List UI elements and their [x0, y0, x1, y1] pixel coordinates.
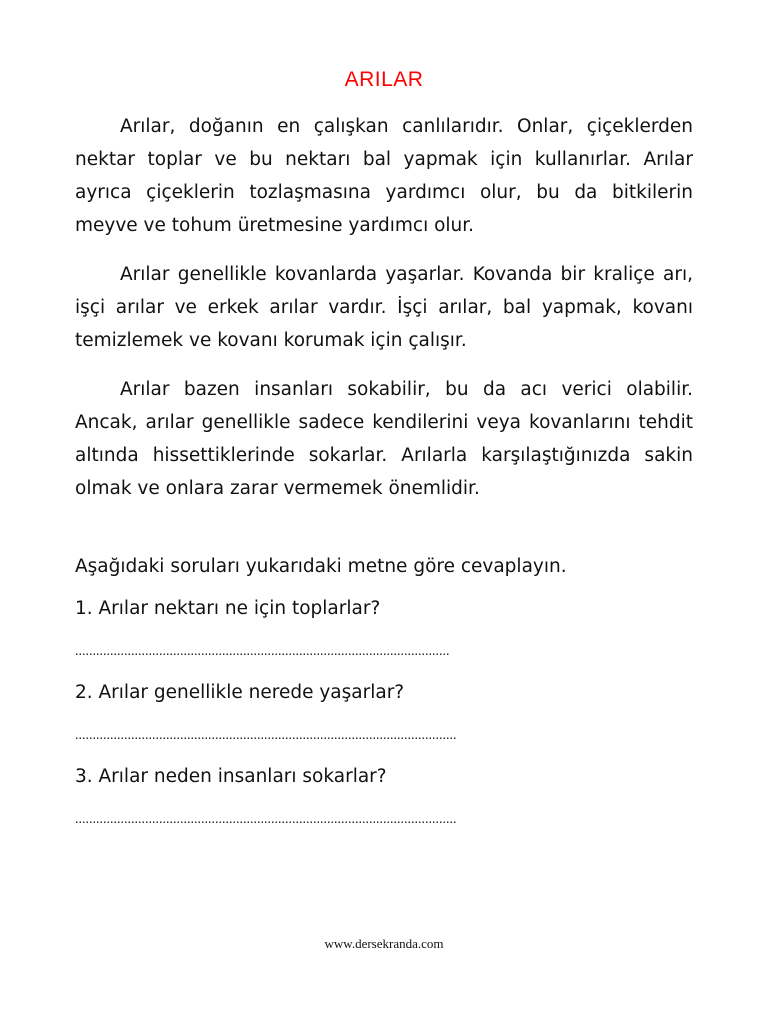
question-2: 2. Arılar genellikle nerede yaşarlar? [75, 682, 405, 703]
reading-paragraph-3: Arılar bazen insanları sokabilir, bu da acı verici olabilir. Ancak, arılar genellikle sadece kendilerini veya kovanlarını tehdit altında hissettiklerinde sokarlar. Arılarla karşılaştığınızda sakin olmak ve onlara zarar vermemek önemlidir. [75, 379, 693, 499]
question-3: 3. Arılar neden insanları sokarlar? [75, 766, 387, 787]
answer-line-2[interactable]: ............................................................................................................. [75, 728, 457, 743]
footer-website: www.dersekranda.com [324, 936, 444, 951]
reading-paragraph-1: Arılar, doğanın en çalışkan canlılarıdır. Onlar, çiçeklerden nektar toplar ve bu nektarı bal yapmak için kullanırlar. Arılar ayrıca çiçeklerin tozlaşmasına yardımcı olur, bu da bitkilerin meyve ve tohum üretmesine yardımcı olur. [75, 116, 693, 236]
answer-line-1[interactable]: ........................................................................................................... [75, 644, 450, 659]
worksheet-title: ARILAR [344, 68, 424, 91]
reading-paragraph-2: Arılar genellikle kovanlarda yaşarlar. Kovanda bir kraliçe arı, işçi arılar ve erkek arılar vardır. İşçi arılar, bal yapmak, kovanı temizlemek ve kovanı korumak için çalışır. [75, 264, 693, 351]
instructions: Aşağıdaki soruları yukarıdaki metne göre cevaplayın. [75, 556, 567, 577]
answer-line-3[interactable]: ............................................................................................................. [75, 812, 457, 827]
question-1: 1. Arılar nektarı ne için toplarlar? [75, 598, 381, 619]
